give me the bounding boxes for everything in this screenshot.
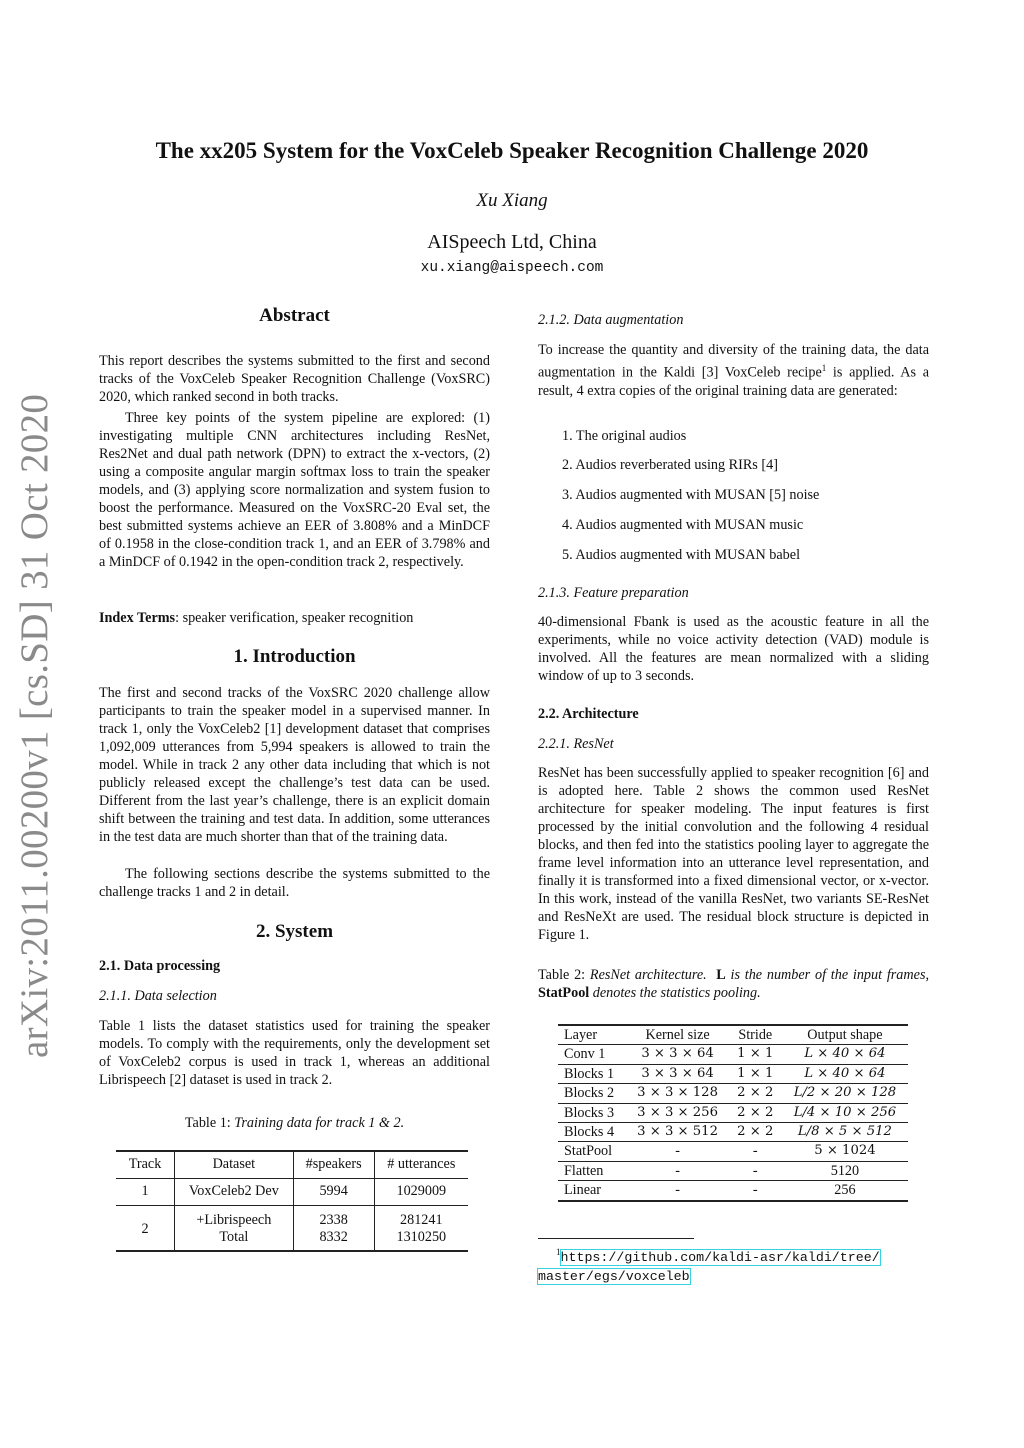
table-row	[558, 1123, 908, 1142]
table2-cell: 3 × 3 × 64	[641, 1065, 714, 1081]
table1-cell: 8332	[293, 1229, 374, 1251]
table2-cell: Conv 1	[564, 1046, 606, 1063]
table1-header-cell: Dataset	[175, 1151, 294, 1178]
table1-header-cell: Track	[116, 1151, 175, 1178]
intro-heading: 1. Introduction	[233, 646, 356, 667]
table-row	[558, 1045, 908, 1064]
subsubsection-data-augmentation: 2.1.2. Data augmentation	[538, 312, 684, 328]
author-email[interactable]: xu.xiang@aispeech.com	[420, 260, 604, 276]
footnote-mark: 1	[556, 1247, 561, 1257]
footnote-marker[interactable]: 1	[821, 363, 827, 373]
index-terms-text: : speaker verification, speaker recognition	[175, 610, 414, 626]
table2-cell: Blocks 2	[564, 1085, 615, 1102]
table2-cell: 256	[834, 1182, 856, 1199]
table1	[116, 1150, 468, 1252]
table2-cell: 1 × 1	[737, 1046, 774, 1062]
table2-cell: L/8 × 5 × 512	[797, 1124, 892, 1140]
table-row	[558, 1142, 908, 1161]
table2-cell: 3 × 3 × 256	[637, 1104, 718, 1120]
table-row	[558, 1161, 908, 1180]
table2-caption	[538, 966, 929, 1002]
subsubsection-data-selection: 2.1.1. Data selection	[99, 988, 217, 1004]
table2-cell: 2 × 2	[737, 1124, 774, 1140]
table2-cell: 2 × 2	[737, 1085, 774, 1101]
table2-caption-bold-1: L	[716, 967, 726, 983]
list-item: 1. The original audios	[562, 428, 687, 444]
table2-cell: 3 × 3 × 128	[637, 1085, 718, 1101]
index-terms-label: Index Terms	[99, 610, 176, 626]
table1-cell: 281241	[400, 1211, 443, 1228]
intro-paragraph-1: The first and second tracks of the VoxSRC 2020 challenge allow participants to train the speaker model in a supervised manner. In track 1, only the VoxCeleb2 [1] development dataset that comprises 1,092,009 utterances from 5,994 speakers is allowed to train the model. While in track 2 any other data including that which is not publicly released except the challenge’s test data can be used. Different from the last year’s challenge, there is an explicit domain shift between the training and test data. In addition, some utterances in the test data are much shorter than that of the training data.	[99, 685, 490, 845]
table2-cell: -	[752, 1143, 758, 1160]
table2-cell: Blocks 4	[564, 1124, 615, 1141]
list-item: 2. Audios reverberated using RIRs [4]	[562, 457, 778, 473]
data-augmentation-text-b: is applied. As a result, 4 extra copies of the original training data are generated:	[538, 364, 929, 399]
table1-cell: 1029009	[396, 1183, 447, 1199]
table1-caption-text: Training data for track 1 & 2.	[234, 1115, 405, 1131]
table1-header-cell: #speakers	[293, 1151, 374, 1178]
table2-caption-prefix: Table 2:	[538, 967, 590, 983]
abstract-paragraph-2: Three key points of the system pipeline are explored: (1) investigating multiple CNN architectures including ResNet, Res2Net and dual path network (DPN) to extract the x-vectors, (2) using a composite angular margin softmax loss to train the speaker models, and (3) applying score normalization and system fusion to boost the performance. Measured on the VoxSRC-20 Eval set, the best submitted systems achieve an EER of 3.808% and a MinDCF of 0.1958 in the close-condition track 1, and an EER of 3.798% and a MinDCF of 0.1942 in the open-condition track 2, respectively.	[99, 410, 490, 570]
table1-caption	[99, 1114, 490, 1132]
table2-header-cell: Stride	[738, 1027, 773, 1043]
paper-title: The xx205 System for the VoxCeleb Speaker Recognition Challenge 2020	[155, 138, 869, 163]
table1-cell: 5994	[293, 1178, 374, 1205]
table1-header-cell: # utterances	[387, 1156, 456, 1173]
table2-header-cell: Layer	[564, 1027, 598, 1043]
table2-cell: Blocks 1	[564, 1065, 615, 1082]
system-heading: 2. System	[255, 921, 334, 942]
table2-cell: 3 × 3 × 64	[641, 1046, 714, 1062]
table2-cell: Blocks 3	[564, 1104, 615, 1121]
subsubsection-feature-preparation: 2.1.3. Feature preparation	[538, 585, 689, 601]
table-row	[116, 1178, 468, 1205]
footnote-line-2	[538, 1267, 938, 1286]
table1-header-row	[116, 1151, 468, 1178]
table1-cell: +Librispeech	[175, 1205, 294, 1229]
table-row	[558, 1103, 908, 1122]
abstract-paragraph-1: This report describes the systems submitted to the first and second tracks of the VoxCeleb Speaker Recognition Challenge (VoxSRC) 2020, which ranked second in both tracks.	[99, 353, 490, 405]
table2-cell: -	[752, 1162, 758, 1179]
table2-cell: L × 40 × 64	[804, 1046, 886, 1062]
table1-cell: Total	[175, 1229, 294, 1251]
list-item: 4. Audios augmented with MUSAN music	[562, 517, 804, 533]
table1-cell: 2338	[293, 1205, 374, 1229]
table1-caption-prefix: Table 1:	[184, 1115, 235, 1131]
table2-caption-italic-2: is the number of the input frames,	[725, 967, 930, 983]
table2-cell: 2 × 2	[737, 1104, 774, 1120]
table2-caption-italic-1: ResNet architecture.	[589, 967, 707, 983]
table-row	[558, 1084, 908, 1103]
data-augmentation-text-a: To increase the quantity and diversity of the training data, the data augmentation in the Kaldi [3] VoxCeleb recipe	[538, 342, 929, 381]
list-item: 5. Audios augmented with MUSAN babel	[562, 547, 801, 563]
table-row	[558, 1064, 908, 1083]
data-augmentation-paragraph	[538, 341, 929, 400]
table2-cell: -	[675, 1162, 680, 1179]
table-row	[558, 1181, 908, 1201]
footnote	[538, 1243, 938, 1286]
table2-cell: Linear	[564, 1182, 602, 1199]
table1-cell: 2	[116, 1205, 175, 1251]
table2-caption-bold-2: StatPool	[538, 985, 590, 1001]
table2-cell: 5 × 1024	[814, 1143, 876, 1159]
arxiv-sidebar-stamp: arXiv:2011.00200v1 [cs.SD] 31 Oct 2020	[13, 393, 56, 1058]
subsection-architecture: 2.2. Architecture	[538, 706, 639, 722]
feature-preparation-paragraph: 40-dimensional Fbank is used as the acoustic feature in all the experiments, while no voice activity detection (VAD) module is involved. All the features are mean normalized with a sliding window of up to 3 seconds.	[538, 614, 929, 684]
table2-cell: 3 × 3 × 512	[637, 1124, 718, 1140]
table2-cell: Flatten	[564, 1162, 604, 1179]
intro-paragraph-2: The following sections describe the systems submitted to the challenge tracks 1 and 2 in detail.	[99, 866, 490, 900]
footnote-link-part-1[interactable]: https://github.com/kaldi-asr/kaldi/tree/	[560, 1250, 880, 1266]
abstract-heading: Abstract	[259, 305, 330, 326]
affiliation: AISpeech Ltd, China	[427, 231, 597, 253]
table2-cell: L/4 × 10 × 256	[793, 1104, 897, 1120]
subsection-data-processing: 2.1. Data processing	[99, 958, 221, 974]
table2	[558, 1024, 908, 1202]
index-terms	[99, 609, 490, 627]
data-selection-paragraph: Table 1 lists the dataset statistics used for training the speaker models. To comply with the requirements, only the development set of VoxCeleb2 corpus is used in track 1, whereas an additional Librispeech [2] dataset is used in track 2.	[99, 1018, 490, 1088]
table2-cell: 1 × 1	[737, 1065, 774, 1081]
table2-cell: -	[752, 1182, 758, 1199]
table2-header-row	[558, 1025, 908, 1045]
table1-cell: 1310250	[396, 1228, 447, 1245]
table2-caption-italic-3: denotes the statistics pooling.	[589, 985, 761, 1001]
table2-cell: -	[675, 1182, 680, 1199]
list-item: 3. Audios augmented with MUSAN [5] noise	[562, 487, 820, 503]
footnote-link-part-2[interactable]: master/egs/voxceleb	[538, 1269, 690, 1285]
table1-cell: VoxCeleb2 Dev	[175, 1178, 294, 1205]
table1-cell: 1	[116, 1178, 175, 1205]
table2-cell: L × 40 × 64	[804, 1065, 886, 1081]
table2-cell: 5120	[830, 1162, 860, 1179]
table2-cell: -	[675, 1143, 680, 1160]
table2-cell: StatPool	[564, 1143, 613, 1160]
table-row	[116, 1205, 468, 1229]
footnote-line-1	[538, 1243, 938, 1267]
table2-header-cell: Output shape	[807, 1027, 883, 1043]
author-name: Xu Xiang	[476, 190, 548, 211]
resnet-paragraph: ResNet has been successfully applied to speaker recognition [6] and is adopted here. Table 2 shows the common used ResNet architecture for speaker modeling. The input features is first processed by the initial convolution and the following 4 residual blocks, and then fed into the statistics pooling layer to aggregate the frame level information into an utterance level representation, and finally it is transformed into a fixed dimensional vector, or x-vector. In this work, instead of the vanilla ResNet, two variants SE-ResNet and ResNeXt are used. The residual block structure is depicted in Figure 1.	[538, 765, 929, 943]
table2-cell: L/2 × 20 × 128	[793, 1085, 897, 1101]
footnote-rule	[538, 1238, 694, 1239]
subsubsection-resnet: 2.2.1. ResNet	[538, 736, 614, 752]
table2-header-cell: Kernel size	[645, 1027, 710, 1043]
